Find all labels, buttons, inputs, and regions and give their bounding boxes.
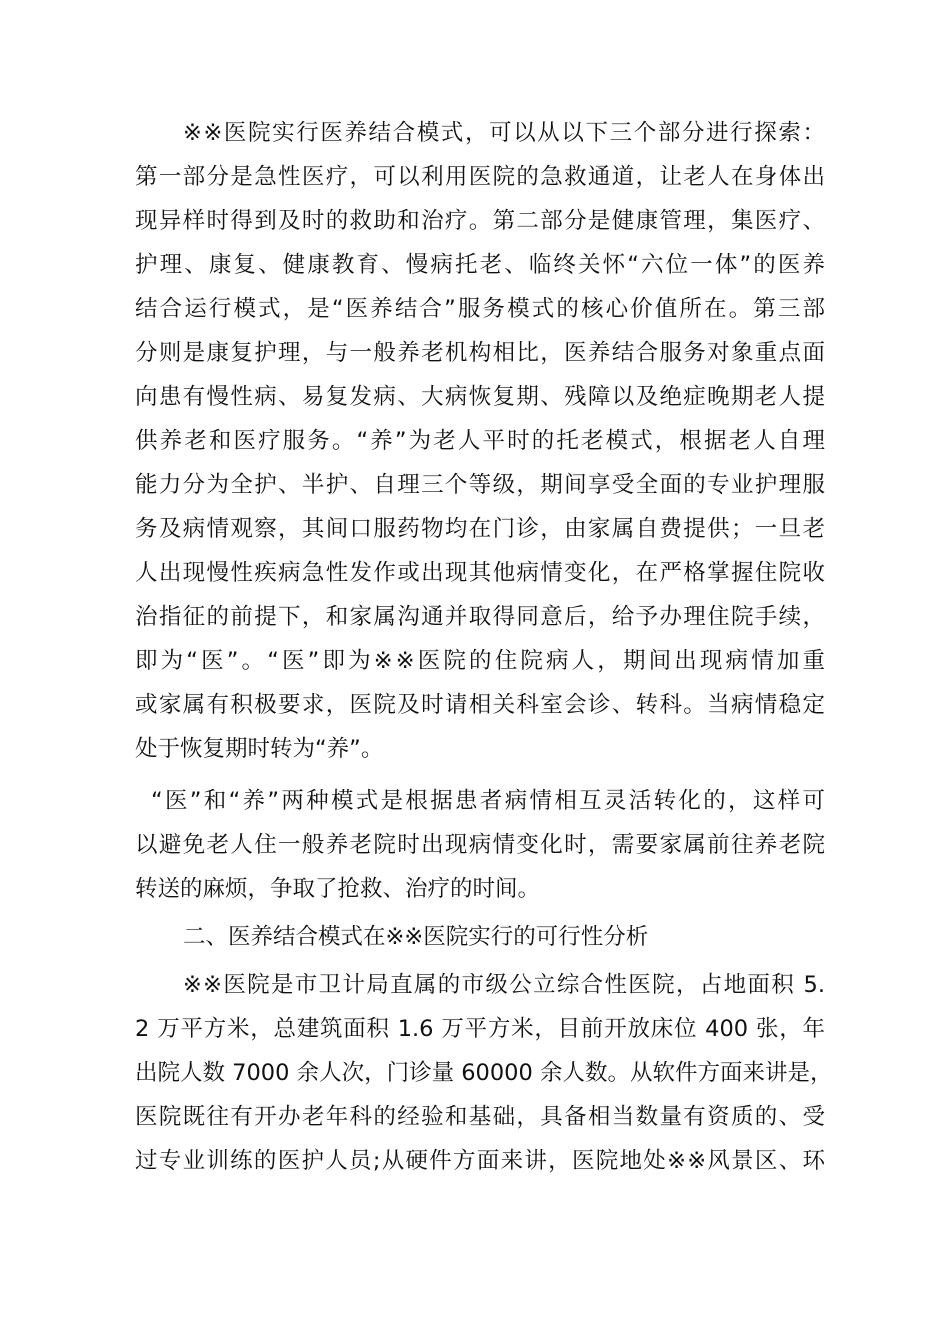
text-line: 能力分为全护、半护、自理三个等级，期间享受全面的专业护理服 — [135, 472, 825, 498]
text-line: 或家属有积极要求，医院及时请相关科室会诊、转科。当病情稳定 — [135, 692, 825, 718]
section-heading: 二、医养结合模式在※※医院实行的可行性分析 — [183, 924, 649, 950]
text-line: “医”和“养”两种模式是根据患者病情相互灵活转化的，这样可 — [151, 788, 825, 814]
text-line: 出院人数 7000 余人次，门诊量 60000 余人数。从软件方面来讲是， — [135, 1060, 833, 1086]
text-line: 即为“医”。“医”即为※※医院的住院病人，期间出现病情加重 — [135, 648, 825, 674]
text-line: 过专业训练的医护人员;从硬件方面来讲，医院地处※※风景区、环 — [135, 1148, 825, 1174]
text-line: 转送的麻烦，争取了抢救、治疗的时间。 — [135, 876, 541, 902]
text-line: 供养老和医疗服务。“养”为老人平时的托老模式，根据老人自理 — [135, 428, 825, 454]
text-line: 务及病情观察，其间口服药物均在门诊，由家属自费提供；一旦老 — [135, 516, 825, 542]
text-line: 护理、康复、健康教育、慢病托老、临终关怀“六位一体”的医养 — [135, 252, 825, 278]
text-line: 治指征的前提下，和家属沟通并取得同意后，给予办理住院手续， — [135, 604, 825, 630]
text-line: ※※医院实行医养结合模式，可以从以下三个部分进行探索： — [183, 120, 825, 146]
text-line: ※※医院是市卫计局直属的市级公立综合性医院，占地面积 5. — [183, 972, 825, 998]
text-line: 结合运行模式，是“医养结合”服务模式的核心价值所在。第三部 — [135, 296, 825, 322]
text-line: 处于恢复期时转为“养”。 — [135, 736, 384, 762]
text-line: 分则是康复护理，与一般养老机构相比，医养结合服务对象重点面 — [135, 340, 825, 366]
text-line: 2 万平方米，总建筑面积 1.6 万平方米，目前开放床位 400 张，年 — [135, 1016, 825, 1042]
text-line: 第一部分是急性医疗，可以利用医院的急救通道，让老人在身体出 — [135, 164, 825, 190]
text-line: 人出现慢性疾病急性发作或出现其他病情变化，在严格掌握住院收 — [135, 560, 825, 586]
text-line: 现异样时得到及时的救助和治疗。第二部分是健康管理，集医疗、 — [135, 208, 825, 234]
text-line: 医院既往有开办老年科的经验和基础，具备相当数量有资质的、受 — [135, 1104, 825, 1130]
text-line: 以避免老人住一般养老院时出现病情变化时，需要家属前往养老院 — [135, 832, 825, 858]
text-line: 向患有慢性病、易复发病、大病恢复期、残障以及绝症晚期老人提 — [135, 384, 825, 410]
